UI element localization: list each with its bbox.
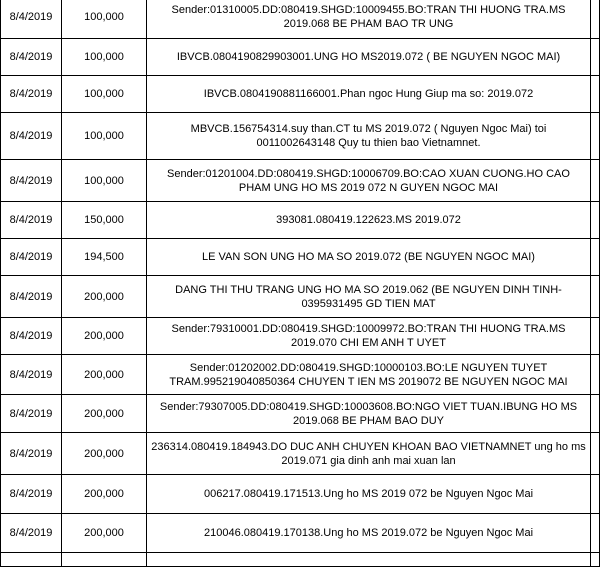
amount-cell: 100,000 <box>62 160 147 202</box>
description-cell: 393081.080419.122623.MS 2019.072 <box>147 202 591 239</box>
amount-cell: 200,000 <box>62 355 147 395</box>
edge-cell <box>591 514 600 553</box>
edge-cell <box>591 160 600 202</box>
edge-cell <box>591 202 600 239</box>
amount-cell: 100,000 <box>62 0 147 39</box>
description-cell: DANG THI THU TRANG UNG HO MA SO 2019.062 (BE NGUYEN DINH TINH- 0395931495 GD TIEN MAT <box>147 276 591 318</box>
table-row <box>1 239 600 276</box>
edge-cell <box>591 355 600 395</box>
date-cell: 8/4/2019 <box>1 395 62 433</box>
amount-cell: 200,000 <box>62 475 147 514</box>
amount-cell: 100,000 <box>62 113 147 160</box>
edge-cell <box>591 113 600 160</box>
date-cell: 8/4/2019 <box>1 39 62 76</box>
description-cell: MBVCB.156754314.suy than.CT tu MS 2019.072 ( Nguyen Ngoc Mai) toi 0011002643148 Quy tu thien bao Vietnamnet. <box>147 113 591 160</box>
table-row <box>1 355 600 395</box>
description-cell: IBVCB.0804190829903001.UNG HO MS2019.072 ( BE NGUYEN NGOC MAI) <box>147 39 591 76</box>
table-row <box>1 433 600 475</box>
edge-cell <box>591 39 600 76</box>
table-row <box>1 113 600 160</box>
description-cell: Sender:01201004.DD:080419.SHGD:10006709.BO:CAO XUAN CUONG.HO CAO PHAM UNG HO MS 2019 072 N GUYEN NGOC MAI <box>147 160 591 202</box>
edge-cell <box>591 276 600 318</box>
amount-cell: 194,500 <box>62 239 147 276</box>
description-cell: Sender:79310001.DD:080419.SHGD:10009972.BO:TRAN THI HUONG TRA.MS 2019.070 CHI EM ANH T UYET <box>147 318 591 355</box>
amount-cell: 200,000 <box>62 318 147 355</box>
amount-cell: 100,000 <box>62 39 147 76</box>
date-cell <box>1 553 62 567</box>
date-cell: 8/4/2019 <box>1 160 62 202</box>
date-cell: 8/4/2019 <box>1 514 62 553</box>
description-cell <box>147 553 591 567</box>
date-cell: 8/4/2019 <box>1 355 62 395</box>
edge-cell <box>591 395 600 433</box>
edge-cell <box>591 239 600 276</box>
date-cell: 8/4/2019 <box>1 0 62 39</box>
date-cell: 8/4/2019 <box>1 202 62 239</box>
table-row <box>1 514 600 553</box>
amount-cell: 100,000 <box>62 76 147 113</box>
edge-cell <box>591 553 600 567</box>
date-cell: 8/4/2019 <box>1 276 62 318</box>
edge-cell <box>591 76 600 113</box>
amount-cell: 200,000 <box>62 395 147 433</box>
description-cell: IBVCB.0804190881166001.Phan ngoc Hung Giup ma so: 2019.072 <box>147 76 591 113</box>
date-cell: 8/4/2019 <box>1 113 62 160</box>
amount-cell: 200,000 <box>62 276 147 318</box>
table-row <box>1 160 600 202</box>
table-row <box>1 202 600 239</box>
description-cell: Sender:01202002.DD:080419.SHGD:10000103.BO:LE NGUYEN TUYET TRAM.995219040850364 CHUYEN T IEN MS 2019072 BE NGUYEN NGOC MAI <box>147 355 591 395</box>
table-row <box>1 0 600 39</box>
amount-cell <box>62 553 147 567</box>
edge-cell <box>591 433 600 475</box>
date-cell: 8/4/2019 <box>1 239 62 276</box>
description-cell: Sender:79307005.DD:080419.SHGD:10003608.BO:NGO VIET TUAN.IBUNG HO MS 2019.068 BE PHAM BAO DUY <box>147 395 591 433</box>
amount-cell: 150,000 <box>62 202 147 239</box>
date-cell: 8/4/2019 <box>1 433 62 475</box>
table-row <box>1 76 600 113</box>
table-row <box>1 395 600 433</box>
table-row <box>1 39 600 76</box>
date-cell: 8/4/2019 <box>1 76 62 113</box>
date-cell: 8/4/2019 <box>1 318 62 355</box>
edge-cell <box>591 318 600 355</box>
description-cell: 006217.080419.171513.Ung ho MS 2019 072 be Nguyen Ngoc Mai <box>147 475 591 514</box>
table-row <box>1 475 600 514</box>
edge-cell <box>591 475 600 514</box>
description-cell: 210046.080419.170138.Ung ho MS 2019.072 be Nguyen Ngoc Mai <box>147 514 591 553</box>
date-cell: 8/4/2019 <box>1 475 62 514</box>
description-cell: Sender:01310005.DD:080419.SHGD:10009455.BO:TRAN THI HUONG TRA.MS 2019.068 BE PHAM BAO TR UNG <box>147 0 591 39</box>
description-cell: 236314.080419.184943.DO DUC ANH CHUYEN KHOAN BAO VIETNAMNET ung ho ms 2019.071 gia dinh anh mai xuan lan <box>147 433 591 475</box>
table-row <box>1 318 600 355</box>
amount-cell: 200,000 <box>62 514 147 553</box>
description-cell: LE VAN SON UNG HO MA SO 2019.072 (BE NGUYEN NGOC MAI) <box>147 239 591 276</box>
amount-cell: 200,000 <box>62 433 147 475</box>
table-row <box>1 553 600 567</box>
table-row <box>1 276 600 318</box>
edge-cell <box>591 0 600 39</box>
